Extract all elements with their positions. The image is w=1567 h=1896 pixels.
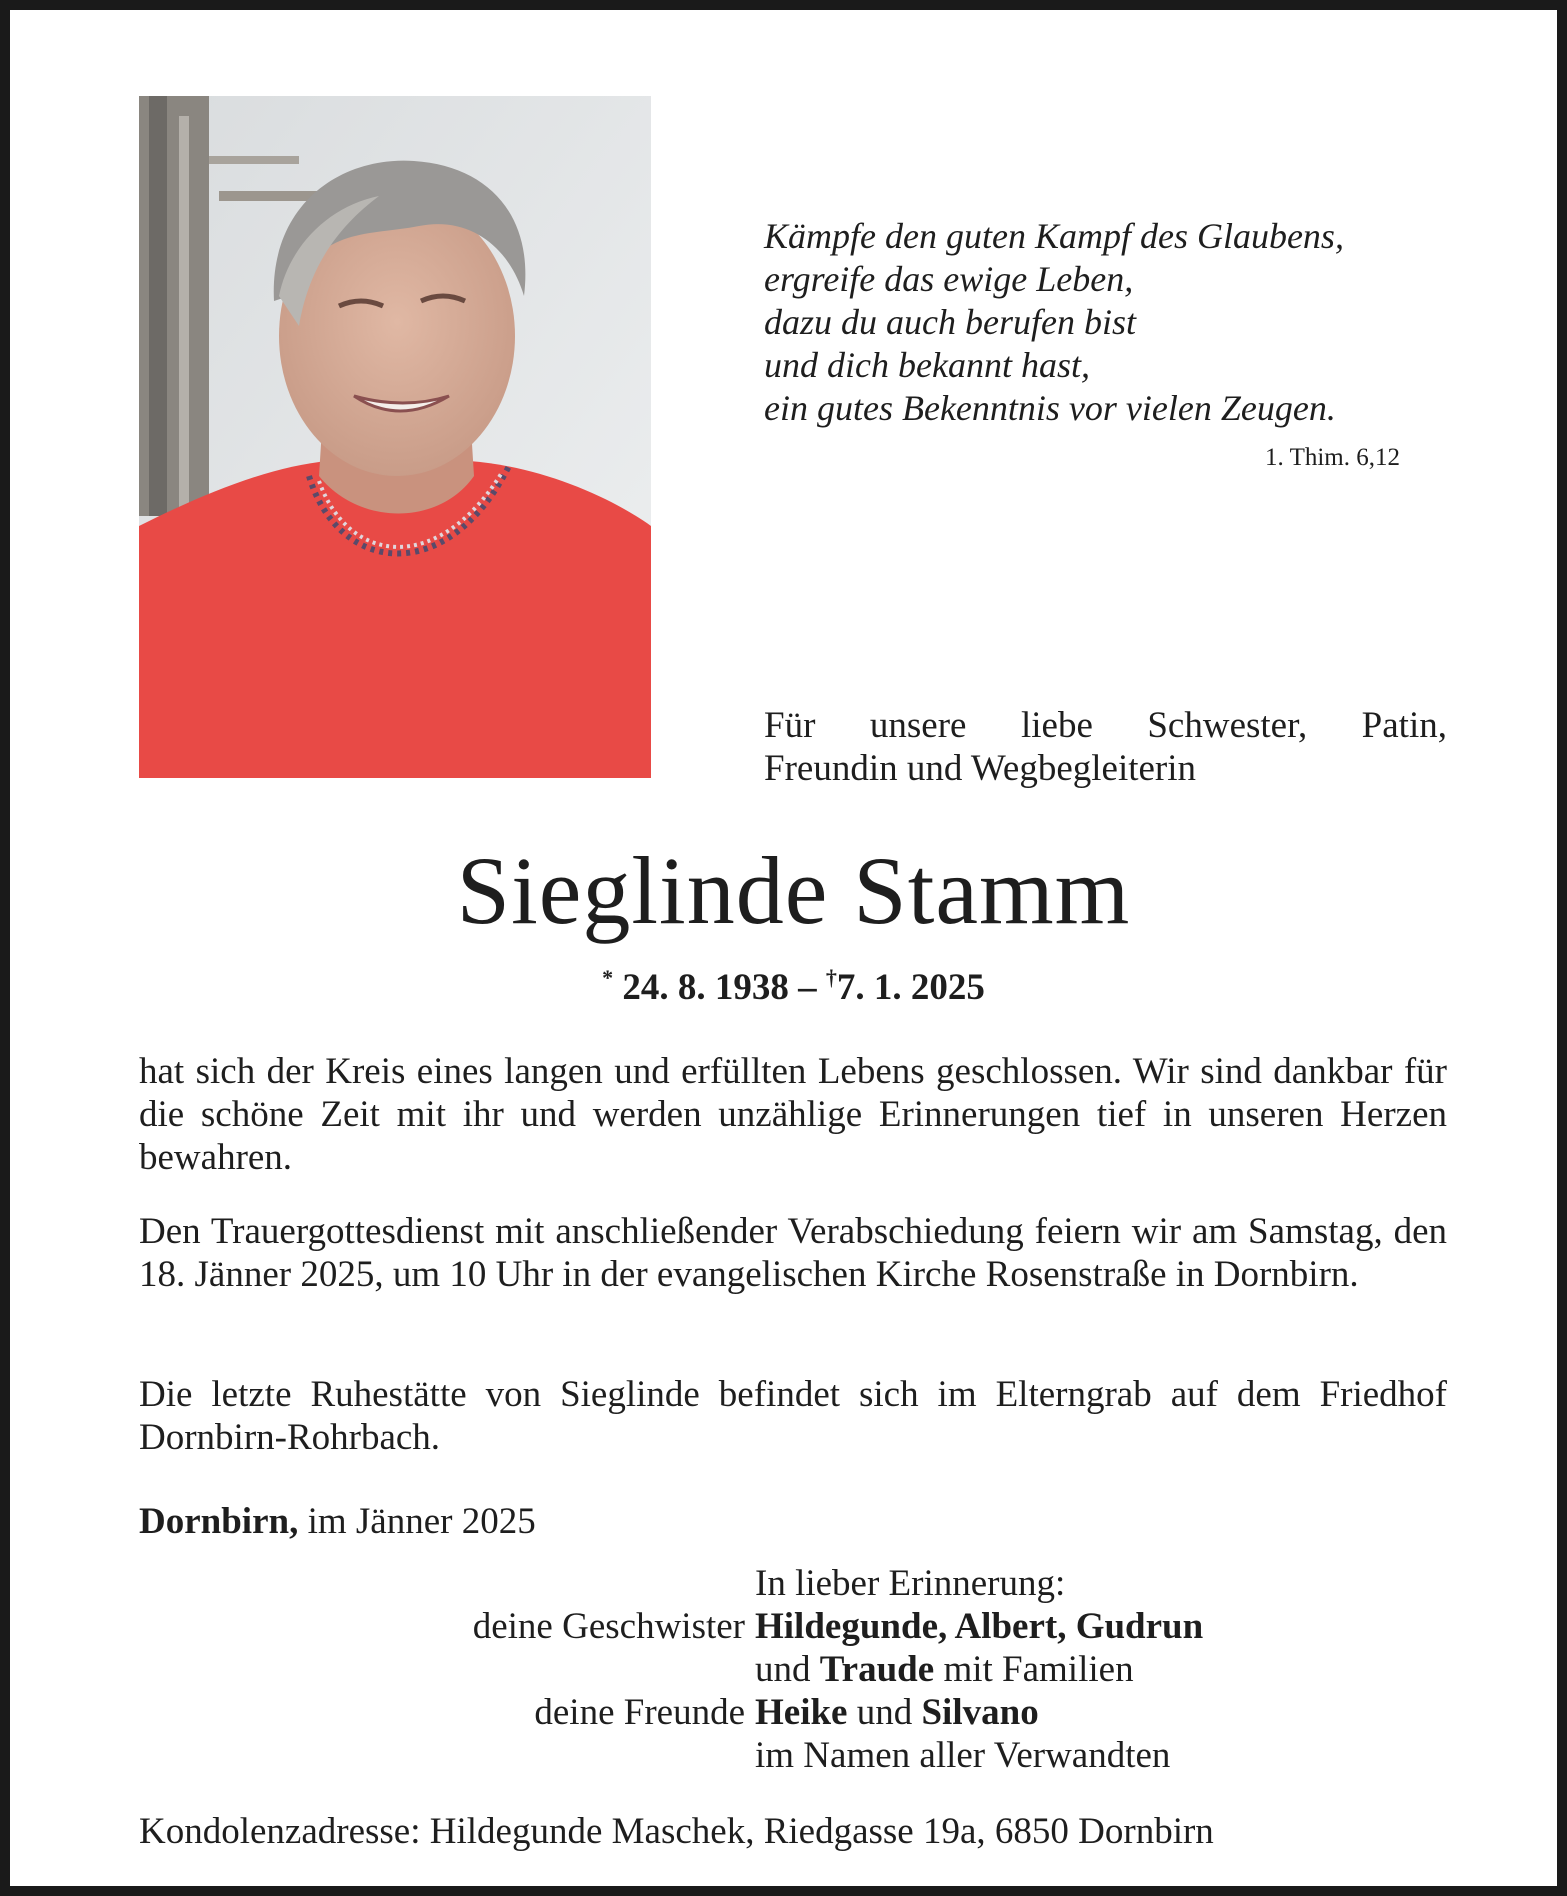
dedication-line-2: Freundin und Wegbegleiterin bbox=[764, 748, 1197, 789]
death-date: 7. 1. 2025 bbox=[836, 967, 985, 1008]
paragraph-service: Den Trauergottesdienst mit anschließender Verabschiedung feiern wir am Samstag, den 18. Jänner 2025, um 10 Uhr in der evangelischen Kirche Rosenstraße in Dornbirn. bbox=[139, 1211, 1447, 1295]
signatures bbox=[139, 1562, 1447, 1777]
birth-date: 24. 8. 1938 bbox=[622, 967, 789, 1008]
siblings-names: Hildegunde, Albert, Gudrun bbox=[755, 1606, 1204, 1647]
quote-line: und dich bekannt hast, bbox=[764, 345, 1090, 385]
sibling-traude: Traude bbox=[819, 1649, 935, 1690]
death-symbol: † bbox=[825, 965, 837, 990]
place-date bbox=[139, 1500, 536, 1543]
quote-line: ergreife das ewige Leben, bbox=[764, 259, 1134, 299]
quote-line: ein gutes Bekenntnis vor vielen Zeugen. bbox=[764, 388, 1336, 428]
condolence-address: Kondolenzadresse: Hildegunde Maschek, Riedgasse 19a, 6850 Dornbirn bbox=[139, 1811, 1214, 1852]
quote-line: dazu du auch berufen bist bbox=[764, 302, 1136, 342]
paragraph-burial: Die letzte Ruhestätte von Sieglinde befindet sich im Elterngrab auf dem Friedhof Dornbirn-Rohrbach. bbox=[139, 1374, 1447, 1458]
dedication-line-1: Für unsere liebe Schwester, Patin, bbox=[764, 705, 1447, 746]
siblings-and: und bbox=[755, 1649, 811, 1690]
dedication bbox=[764, 704, 1447, 790]
siblings-label: deine Geschwister bbox=[472, 1606, 745, 1647]
portrait-image bbox=[139, 96, 651, 778]
place-month: im Jänner 2025 bbox=[307, 1501, 536, 1542]
friend-silvano: Silvano bbox=[921, 1692, 1039, 1733]
quote-reference: 1. Thim. 6,12 bbox=[1265, 444, 1400, 471]
bible-quote bbox=[764, 215, 1424, 430]
paragraph-life: hat sich der Kreis eines langen und erfüllten Lebens geschlossen. Wir sind dankbar für die schöne Zeit mit ihr und werden unzählige Erinnerungen tief in unseren Herzen bewahren. bbox=[139, 1051, 1447, 1178]
deceased-name: Sieglinde Stamm bbox=[456, 837, 1131, 944]
life-dates bbox=[10, 965, 1567, 1009]
friends-label: deine Freunde bbox=[534, 1692, 745, 1733]
signature-intro: In lieber Erinnerung: bbox=[755, 1563, 1066, 1604]
friends-and: und bbox=[856, 1692, 913, 1733]
siblings-suffix: mit Familien bbox=[943, 1649, 1134, 1690]
quote-line: Kämpfe den guten Kampf des Glaubens, bbox=[764, 216, 1344, 256]
date-separator: – bbox=[798, 967, 817, 1008]
place-city: Dornbirn, bbox=[139, 1501, 299, 1542]
relatives-line: im Namen aller Verwandten bbox=[755, 1735, 1171, 1776]
portrait-photo bbox=[139, 96, 651, 778]
friend-heike: Heike bbox=[755, 1692, 848, 1733]
birth-symbol: * bbox=[602, 965, 614, 990]
